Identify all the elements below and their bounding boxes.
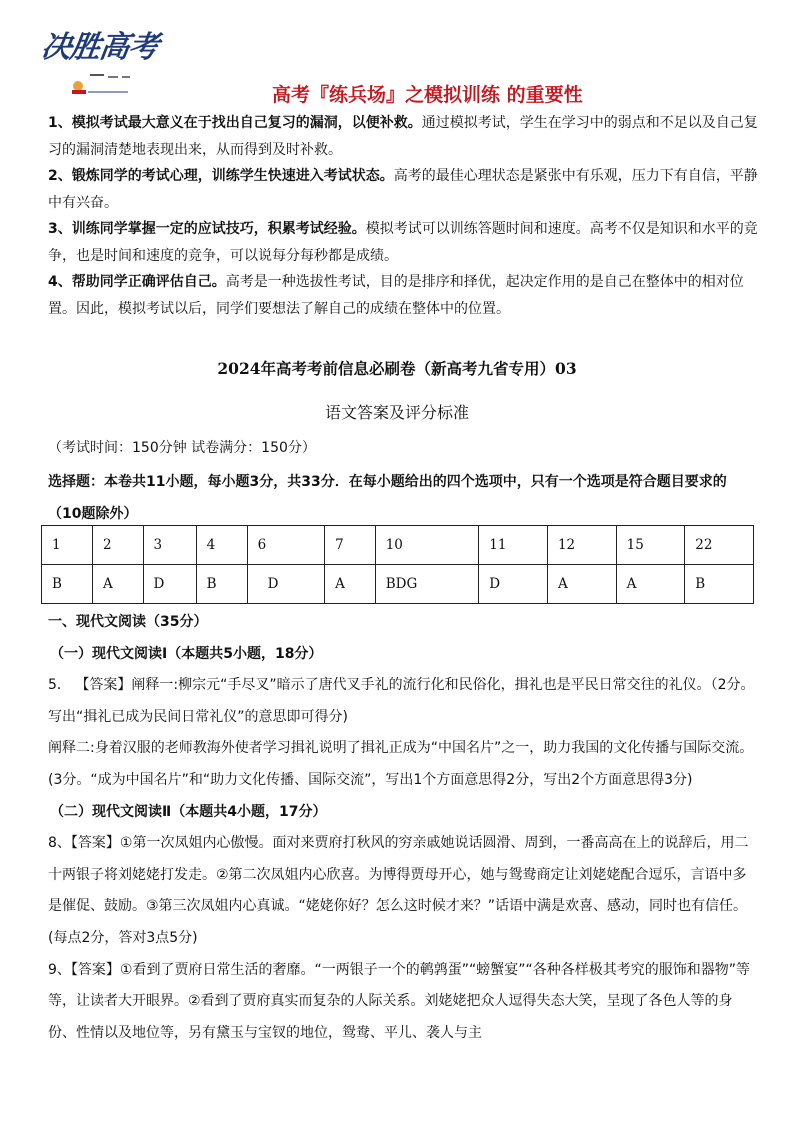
answer-cell: D (479, 565, 548, 604)
exam-meta: （考试时间：150分钟 试卷满分：150分） (48, 440, 316, 456)
answer-cell: B (42, 565, 93, 604)
section-heading: 一、现代文阅读（35分） (48, 614, 208, 630)
intro-paragraph-text: 模拟考试可以训练答题时间和速度。高考不仅是知识和水平的竞争，也是时间和速度的竞争，可以说每分每秒都是成绩。 (48, 221, 758, 264)
answer-cell: D (143, 565, 196, 604)
answer-cell: B (196, 565, 247, 604)
logo-illustration-icon (68, 66, 138, 96)
answer-table-number-row (42, 526, 754, 565)
question-number-cell: 15 (616, 526, 685, 565)
intro-paragraph (48, 216, 758, 269)
logo-text: 决胜高考 (39, 30, 160, 65)
question-number-cell: 7 (325, 526, 376, 565)
answer-cell: B (685, 565, 754, 604)
subsection-heading: （一）现代文阅读Ⅰ（本题共5小题，18分） (50, 645, 323, 662)
answer-cell: BDG (375, 565, 479, 604)
intro-paragraph-lead: 1、模拟考试最大意义在于找出自己复习的漏洞，以便补救。 (48, 115, 422, 131)
answer-cell: D (247, 565, 325, 604)
intro-paragraph-lead: 4、帮助同学正确评估自己。 (48, 274, 226, 290)
intro-paragraph-lead: 3、训练同学掌握一定的应试技巧，积累考试经验。 (48, 221, 366, 237)
question-number-cell: 22 (685, 526, 754, 565)
answer-paragraph: 5． 【答案】阐释一:柳宗元“手尽叉”暗示了唐代叉手礼的流行化和民俗化，揖礼也是平民日常交往的礼仪。（2分。写出“揖礼已成为民间日常礼仪”的意思即可得分) (48, 677, 755, 725)
intro-paragraph (48, 163, 758, 216)
answer-table-answer-row (42, 565, 754, 604)
answer-paragraph: 8、【答案】①第一次凤姐内心傲慢。面对来贾府打秋风的穷亲戚她说话圆滑、周到，一番高高在上的说辞后，用二十两银子将刘姥姥打发走。②第二次凤姐内心欣喜。为博得贾母开心，她与鸳鸯商定让刘姥姥配合逗乐，言语中多是催促、鼓励。③第三次凤姐内心真诚。“姥姥你好？怎么这时候才来？”话语中满是欢喜、感动，同时也有信任。(每点2分，答对3点5分) (48, 835, 749, 946)
intro-paragraph-text: 高考是一种选拔性考试，目的是排序和择优，起决定作用的是自己在整体中的相对位置。因此，模拟考试以后，同学们要想法了解自己的成绩在整体中的位置。 (48, 274, 744, 317)
banner-heading: 高考『练兵场』之模拟训练 的重要性 (272, 84, 583, 106)
answer-paragraph: 9、【答案】①看到了贾府日常生活的奢靡。“一两银子一个的鹌鹑蛋”“螃蟹宴”“各种各样极其考究的服饰和器物”等等，让读者大开眼界。②看到了贾府真实而复杂的人际关系。刘姥姥把众人逗得失态大笑，呈现了各色人等的身份、性情以及地位等，另有黛玉与宝钗的地位，鸳鸯、平儿、袭人与主 (48, 961, 750, 1041)
answer-cell: A (92, 565, 143, 604)
question-number-cell: 4 (196, 526, 247, 565)
intro-paragraph (48, 110, 758, 163)
question-number-cell: 6 (247, 526, 325, 565)
paper-title: 2024年高考考前信息必刷卷（新高考九省专用）03 (217, 359, 577, 378)
intro-paragraph-lead: 2、锻炼同学的考试心理，训练学生快速进入考试状态。 (48, 168, 394, 184)
intro-section (48, 110, 758, 322)
intro-paragraph-text: 通过模拟考试，学生在学习中的弱点和不足以及自己复习的漏洞清楚地表现出来，从而得到及时补救。 (48, 115, 758, 158)
question-number-cell: 3 (143, 526, 196, 565)
brand-logo (39, 22, 160, 100)
question-number-cell: 12 (547, 526, 616, 565)
subsection-heading: （二）现代文阅读Ⅱ（本题共4小题，17分） (50, 803, 327, 820)
mcq-instructions: 选择题：本卷共11小题，每小题3分，共33分．在每小题给出的四个选项中，只有一个选项是符合题目要求的（10题除外） (48, 474, 727, 522)
question-number-cell: 11 (479, 526, 548, 565)
answer-paragraph: 阐释二:身着汉服的老师教海外使者学习揖礼说明了揖礼正成为“中国名片”之一，助力我国的文化传播与国际交流。(3分。“成为中国名片”和“助力文化传播、国际交流”，写出1个方面意思得2分，写出2个方面意思得3分) (48, 740, 754, 788)
question-number-cell: 10 (375, 526, 479, 565)
answer-table (41, 525, 754, 604)
paper-subtitle: 语文答案及评分标准 (324, 403, 469, 422)
question-number-cell: 1 (42, 526, 93, 565)
answer-cell: A (325, 565, 376, 604)
question-number-cell: 2 (92, 526, 143, 565)
intro-paragraph-text: 高考的最佳心理状态是紧张中有乐观，压力下有自信，平静中有兴奋。 (48, 168, 758, 211)
intro-paragraph (48, 269, 758, 322)
answer-cell: A (616, 565, 685, 604)
answer-body (48, 607, 760, 1049)
answer-cell: A (547, 565, 616, 604)
